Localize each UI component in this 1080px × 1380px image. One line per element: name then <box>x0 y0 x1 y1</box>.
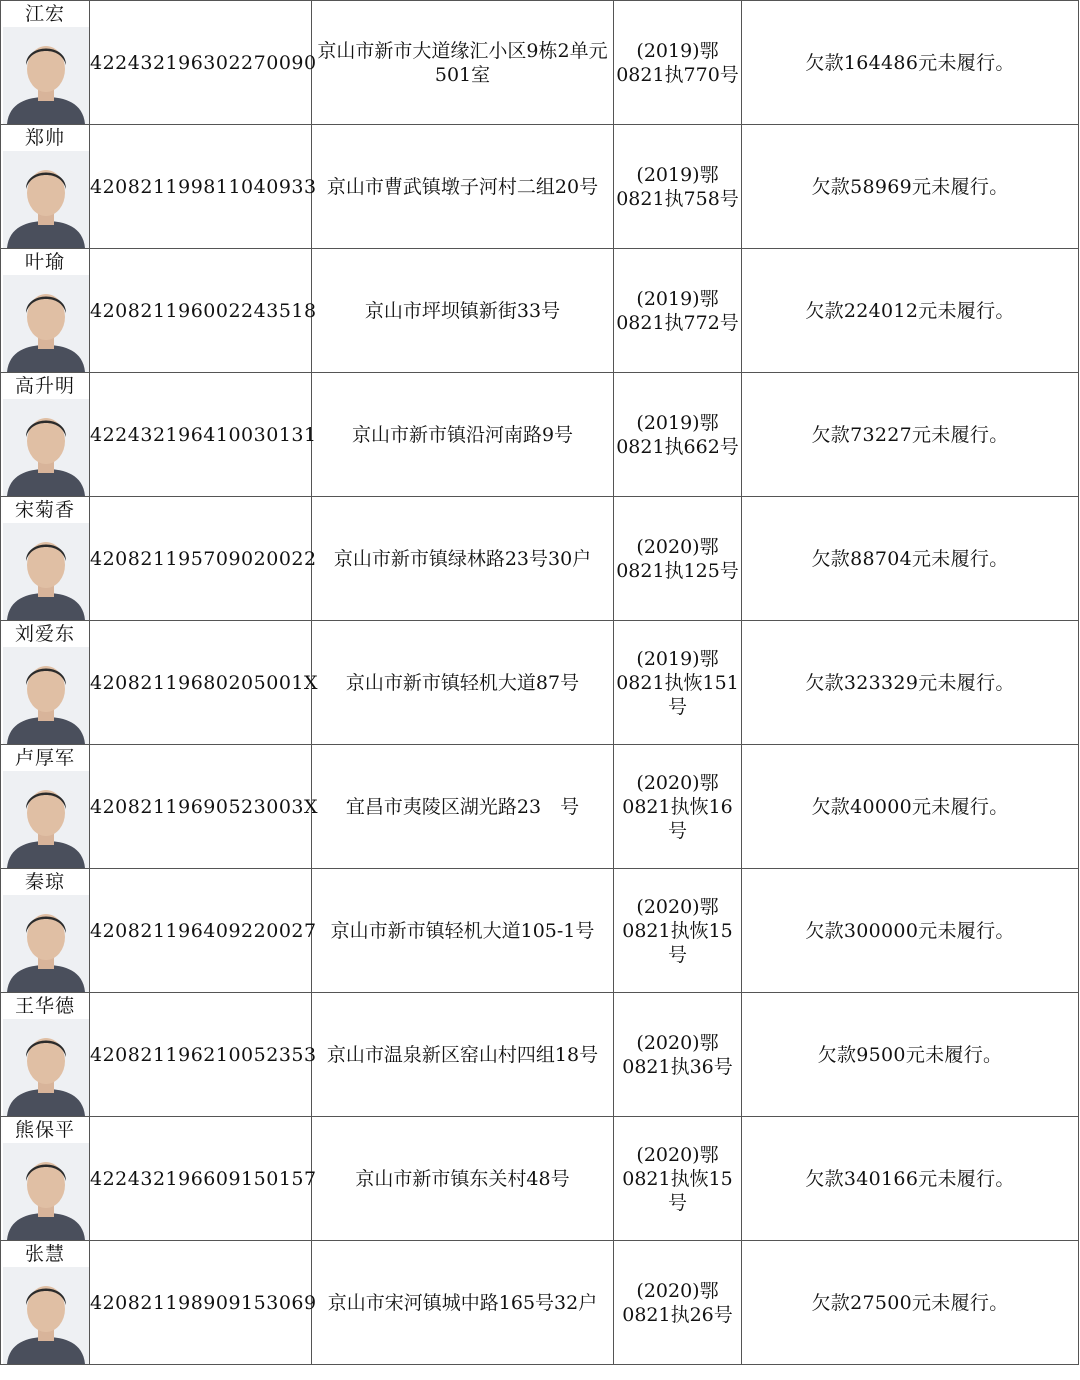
address-cell: 京山市新市镇轻机大道87号 <box>312 621 614 745</box>
id-number-cell: 420821198909153069 <box>90 1241 312 1365</box>
portrait-photo <box>3 523 89 620</box>
address-cell: 京山市坪坝镇新街33号 <box>312 249 614 373</box>
person-silhouette-icon <box>3 1267 89 1364</box>
photo-cell <box>1 373 90 497</box>
id-number-cell: 422432196609150157 <box>90 1117 312 1241</box>
id-number-cell: 420821196409220027 <box>90 869 312 993</box>
table-row <box>1 621 1079 745</box>
debt-status-cell: 欠款73227元未履行。 <box>742 373 1079 497</box>
photo-cell <box>1 993 90 1117</box>
person-name: 刘爱东 <box>1 621 89 647</box>
debt-status-cell: 欠款88704元未履行。 <box>742 497 1079 621</box>
debtor-table-body <box>1 1 1079 1365</box>
debt-status-cell: 欠款164486元未履行。 <box>742 1 1079 125</box>
case-number-cell: (2020)鄂0821执125号 <box>614 497 742 621</box>
photo-cell <box>1 745 90 869</box>
case-number-cell: (2020)鄂0821执26号 <box>614 1241 742 1365</box>
debt-status-cell: 欠款340166元未履行。 <box>742 1117 1079 1241</box>
debt-status-cell: 欠款9500元未履行。 <box>742 993 1079 1117</box>
case-number-cell: (2020)鄂0821执恢16号 <box>614 745 742 869</box>
id-number-cell: 422432196410030131 <box>90 373 312 497</box>
portrait-photo <box>3 771 89 868</box>
table-row <box>1 125 1079 249</box>
photo-cell <box>1 1 90 125</box>
debt-status-cell: 欠款58969元未履行。 <box>742 125 1079 249</box>
portrait-photo <box>3 27 89 124</box>
portrait-photo <box>3 1267 89 1364</box>
person-silhouette-icon <box>3 1019 89 1116</box>
portrait-photo <box>3 895 89 992</box>
portrait-photo <box>3 1019 89 1116</box>
photo-cell <box>1 249 90 373</box>
person-silhouette-icon <box>3 27 89 124</box>
address-cell: 京山市新市镇东关村48号 <box>312 1117 614 1241</box>
person-silhouette-icon <box>3 1143 89 1240</box>
address-cell: 京山市新市镇沿河南路9号 <box>312 373 614 497</box>
case-number-cell: (2019)鄂0821执770号 <box>614 1 742 125</box>
person-name: 郑帅 <box>1 125 89 151</box>
table-row <box>1 1241 1079 1365</box>
debt-status-cell: 欠款224012元未履行。 <box>742 249 1079 373</box>
person-silhouette-icon <box>3 647 89 744</box>
address-cell: 京山市温泉新区窑山村四组18号 <box>312 993 614 1117</box>
photo-cell <box>1 125 90 249</box>
photo-cell <box>1 1117 90 1241</box>
address-cell: 京山市新市大道缘汇小区9栋2单元501室 <box>312 1 614 125</box>
person-name: 卢厚军 <box>1 745 89 771</box>
address-cell: 京山市曹武镇墩子河村二组20号 <box>312 125 614 249</box>
table-row <box>1 993 1079 1117</box>
case-number-cell: (2019)鄂0821执662号 <box>614 373 742 497</box>
address-cell: 京山市新市镇绿林路23号30户 <box>312 497 614 621</box>
person-silhouette-icon <box>3 771 89 868</box>
table-row <box>1 497 1079 621</box>
table-row <box>1 745 1079 869</box>
id-number-cell: 420821195709020022 <box>90 497 312 621</box>
portrait-photo <box>3 1143 89 1240</box>
photo-cell <box>1 869 90 993</box>
portrait-photo <box>3 647 89 744</box>
person-name: 王华德 <box>1 993 89 1019</box>
debt-status-cell: 欠款300000元未履行。 <box>742 869 1079 993</box>
portrait-photo <box>3 399 89 496</box>
person-silhouette-icon <box>3 151 89 248</box>
id-number-cell: 420821196210052353 <box>90 993 312 1117</box>
person-name: 宋菊香 <box>1 497 89 523</box>
address-cell: 京山市宋河镇城中路165号32户 <box>312 1241 614 1365</box>
debt-status-cell: 欠款323329元未履行。 <box>742 621 1079 745</box>
case-number-cell: (2020)鄂0821执36号 <box>614 993 742 1117</box>
id-number-cell: 42082119690523003X <box>90 745 312 869</box>
person-silhouette-icon <box>3 523 89 620</box>
table-row <box>1 373 1079 497</box>
case-number-cell: (2020)鄂0821执恢15号 <box>614 1117 742 1241</box>
person-silhouette-icon <box>3 895 89 992</box>
table-row <box>1 869 1079 993</box>
photo-cell <box>1 1241 90 1365</box>
debt-status-cell: 欠款27500元未履行。 <box>742 1241 1079 1365</box>
address-cell: 宜昌市夷陵区湖光路23 号 <box>312 745 614 869</box>
case-number-cell: (2019)鄂0821执772号 <box>614 249 742 373</box>
id-number-cell: 420821196002243518 <box>90 249 312 373</box>
address-cell: 京山市新市镇轻机大道105-1号 <box>312 869 614 993</box>
person-name: 张慧 <box>1 1241 89 1267</box>
case-number-cell: (2019)鄂0821执758号 <box>614 125 742 249</box>
photo-cell <box>1 497 90 621</box>
table-row <box>1 1 1079 125</box>
table-row <box>1 1117 1079 1241</box>
portrait-photo <box>3 151 89 248</box>
id-number-cell: 422432196302270090 <box>90 1 312 125</box>
person-name: 叶瑜 <box>1 249 89 275</box>
person-name: 秦琼 <box>1 869 89 895</box>
portrait-photo <box>3 275 89 372</box>
case-number-cell: (2020)鄂0821执恢15号 <box>614 869 742 993</box>
person-silhouette-icon <box>3 399 89 496</box>
photo-cell <box>1 621 90 745</box>
person-name: 高升明 <box>1 373 89 399</box>
person-silhouette-icon <box>3 275 89 372</box>
person-name: 熊保平 <box>1 1117 89 1143</box>
table-row <box>1 249 1079 373</box>
person-name: 江宏 <box>1 1 89 27</box>
case-number-cell: (2019)鄂0821执恢151号 <box>614 621 742 745</box>
id-number-cell: 420821199811040933 <box>90 125 312 249</box>
debt-status-cell: 欠款40000元未履行。 <box>742 745 1079 869</box>
id-number-cell: 42082119680205001X <box>90 621 312 745</box>
